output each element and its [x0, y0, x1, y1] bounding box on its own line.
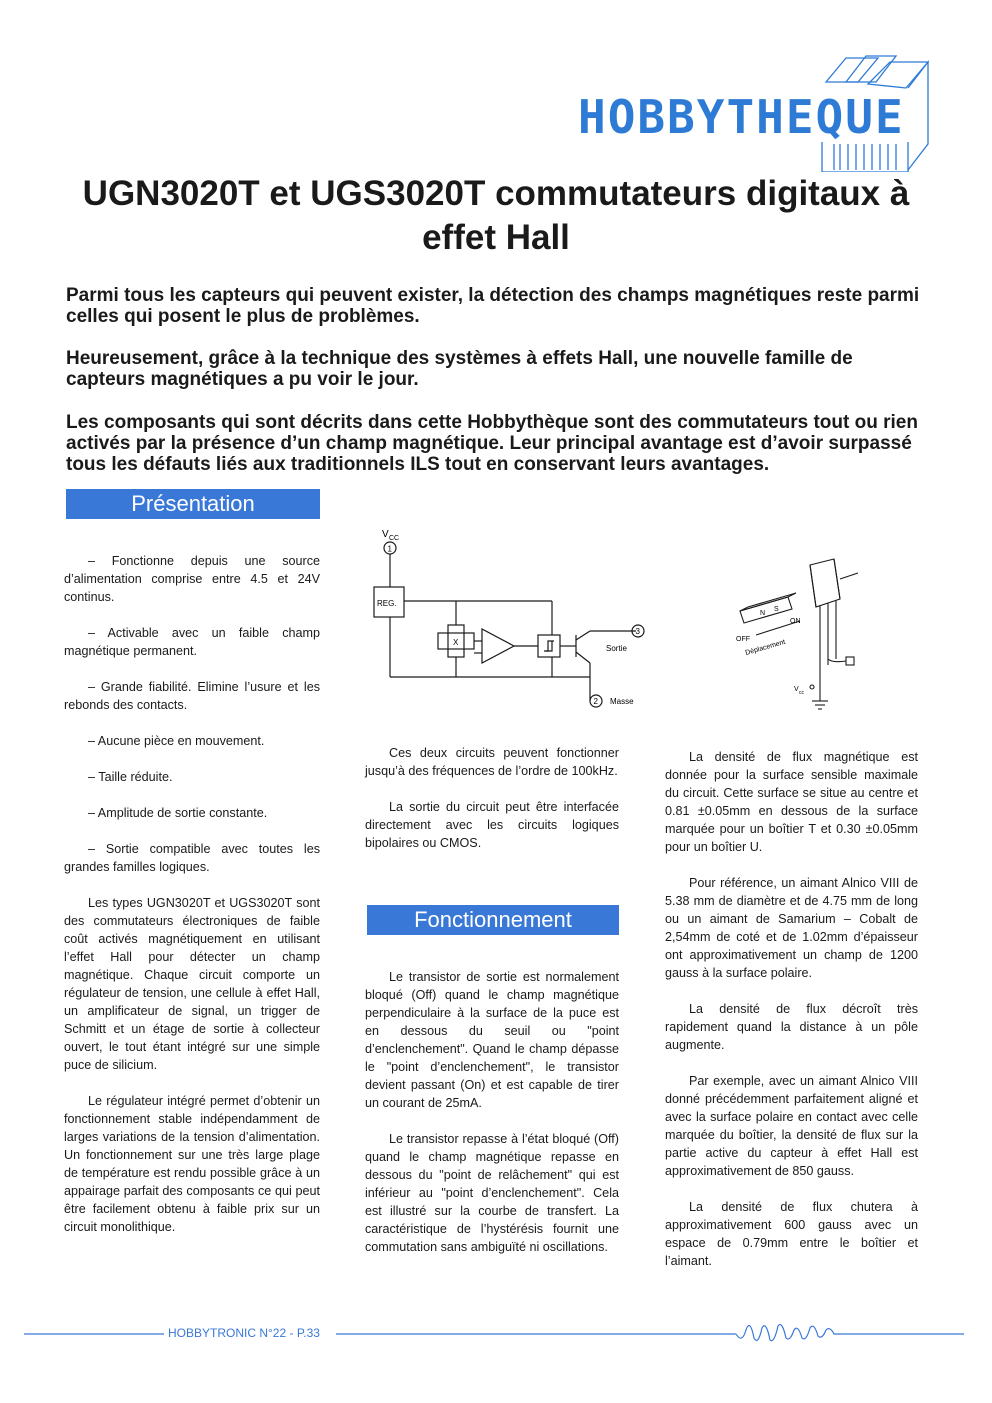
masse-label: Masse — [610, 697, 634, 706]
column-3 — [665, 748, 918, 1288]
pin-2-label: 2 — [593, 697, 598, 706]
intro-paragraph-3: Les composants qui sont décrits dans cette Hobbythèque sont des commutateurs tout ou rien activés par la présence d’un champ magnétique. Leur principal avantage est d’avoir surpassé tous les défauts liés aux traditionnels ILS tout en conservant leurs avantages. — [66, 412, 918, 475]
paragraph-interface: La sortie du circuit peut être interfacée directement avec les circuits logiques bipolaires ou CMOS. — [365, 800, 619, 850]
paragraph-description: Les types UGN3020T et UGS3020T sont des commutateurs électroniques de faible coût activés magnétiquement en utilisant l’effet Hall pour détecter un champ magnétique. Chaque circuit comporte un régulateur de tension, une cellule à effet Hall, un amplificateur de signal, un trigger de Schmitt et un étage de sortie à collecteur ouvert, le tout étant intégré sur une simple puce de silicium. — [64, 896, 320, 1072]
column-1 — [64, 552, 320, 1254]
paragraph-flux-drop: La densité de flux chutera à approximativement 600 gauss avec un espace de 0.79mm entre le boîtier et l’aimant. — [665, 1200, 918, 1268]
deplacement-label: Déplacement — [744, 638, 787, 657]
feature-size: – Taille réduite. — [88, 770, 173, 784]
magnet-n-label: N — [760, 610, 766, 617]
hobbytheque-logo — [578, 52, 932, 172]
feature-amplitude: – Amplitude de sortie constante. — [88, 806, 268, 820]
pin-1-label: 1 — [387, 544, 392, 554]
vcc-sub-label: CC — [389, 535, 400, 542]
reg-label: REG. — [377, 599, 397, 608]
page-title: UGN3020T et UGS3020T commutateurs digitaux à effet Hall — [82, 174, 910, 257]
paragraph-flux-decrease: La densité de flux décroît très rapidement quand la distance à un pôle augmente. — [665, 1002, 918, 1052]
sortie-label: Sortie — [606, 644, 627, 653]
feature-logic-compat: – Sortie compatible avec toutes les grandes familles logiques. — [64, 842, 320, 874]
paragraph-example: Par exemple, avec un aimant Alnico VIII donné précédemment parfaitement aligné et avec la surface polaire en contact avec celle marquée du boîtier, la densité de flux sur la partie active du capteur à effet Hall est approximativement de 850 gauss. — [665, 1074, 918, 1178]
paragraph-regulator: Le régulateur intégré permet d’obtenir un fonctionnement stable indépendamment de larges variations de la tension d’alimentation. Un fonctionnement sur une très large plage de température est rendu possible grâce à un appairage parfait des composants ce qui peut être facilement obtenu à faible prix sur un circuit monolithique. — [64, 1094, 320, 1234]
block-diagram — [368, 525, 648, 715]
on-label: ON — [790, 618, 801, 625]
feature-field: – Activable avec un faible champ magnétique permanent. — [64, 626, 320, 658]
feature-no-moving-parts: – Aucune pièce en mouvement. — [88, 734, 265, 748]
page-footer — [0, 1320, 992, 1350]
section-heading-fonctionnement: Fonctionnement — [367, 905, 619, 935]
paragraph-transistor-release: Le transistor repasse à l’état bloqué (Off) quand le champ magnétique repasse en dessous du "point de relâchement" qui est inférieur au "point d’enclenchement". Cela est illustré sur la courbe de transfert. La caractéristique de l’hystérésis fournit une commutation sans ambiguïté ni oscillations. — [365, 1132, 619, 1254]
intro-paragraph-2: Heureusement, grâce à la technique des systèmes à effets Hall, une nouvelle famille de capteurs magnétiques a pu voir le jour. — [66, 348, 853, 390]
footer-wave-icon — [0, 1320, 992, 1350]
vcc-label: V — [382, 529, 389, 540]
hall-cell-label: X — [453, 638, 459, 647]
paragraph-reference-magnet: Pour référence, un aimant Alnico VIII de 5.38 mm de diamètre et de 4.75 mm de long ou un aimant de Samarium – Cobalt de 2,54mm de coté et de 1.02mm d’épaisseur ont approximativement un champ de 1200 gauss à la surface polaire. — [665, 876, 918, 980]
paragraph-transistor-off: Le transistor de sortie est normalement bloqué (Off) quand le champ magnétique perpendiculaire à la surface de la puce est en dessous du seuil ou "point d’enclenchement". Quand le champ dépasse le "point d’enclenchement", le transistor devient passant (On) et est capable de tirer un courant de 25mA. — [365, 970, 619, 1110]
logo-text: HOBBYTHEQUE — [578, 90, 905, 144]
pin-3-label: 3 — [635, 627, 640, 636]
section-heading-presentation: Présentation — [66, 489, 320, 519]
feature-supply: – Fonctionne depuis une source d’alimentation comprise entre 4.5 et 24V continus. — [64, 554, 320, 604]
paragraph-flux-density: La densité de flux magnétique est donnée pour la surface sensible maximale du circuit. Cette surface se situe au centre et 0.81 ±0.05mm en dessous de la surface marquée pour un boîtier T et 0.30 ±0.05mm pour un boîtier U. — [665, 750, 918, 854]
column-2 — [365, 744, 619, 870]
circuit-schematic — [368, 525, 648, 715]
magnet-illustration — [728, 555, 878, 715]
intro-paragraph-1: Parmi tous les capteurs qui peuvent exister, la détection des champs magnétiques reste parmi celles qui posent le plus de problèmes. — [66, 285, 920, 327]
column-2-fonctionnement — [365, 968, 619, 1274]
paragraph-frequency: Ces deux circuits peuvent fonctionner jusqu’à des fréquences de l’ordre de 100kHz. — [365, 746, 619, 778]
vcc-sub-label-fig: cc — [799, 690, 804, 696]
magnet-s-label: S — [774, 606, 779, 613]
footer-text: HOBBYTRONIC N°22 - P.33 — [168, 1326, 320, 1340]
feature-reliability: – Grande fiabilité. Elimine l’usure et les rebonds des contacts. — [64, 680, 320, 712]
vcc-label-fig: V — [794, 686, 799, 693]
magnet-sensor-figure — [728, 555, 878, 715]
off-label: OFF — [736, 636, 750, 643]
